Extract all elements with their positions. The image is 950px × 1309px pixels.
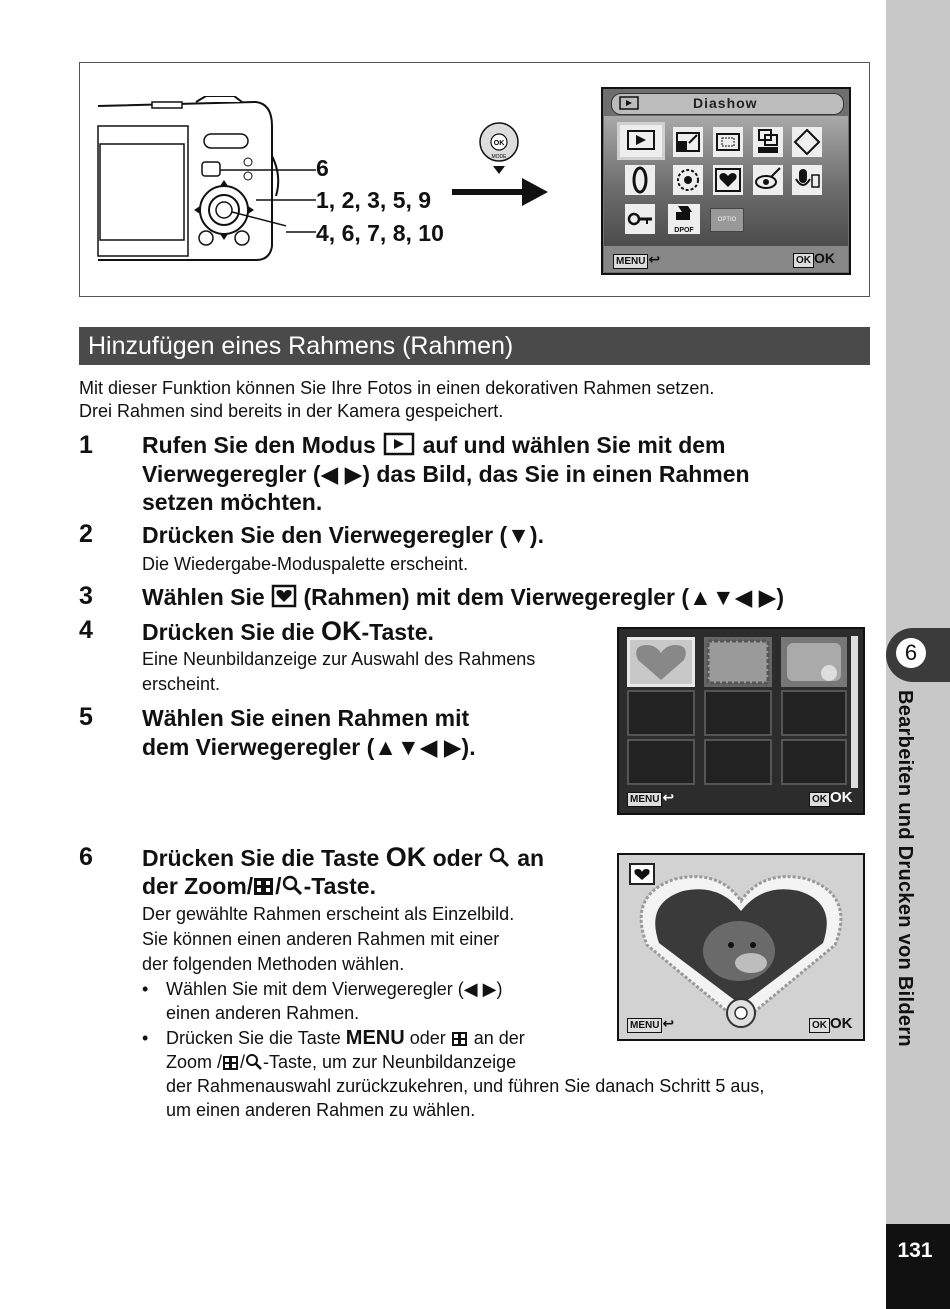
palette-protect-icon [625,204,655,234]
step-1-line-2: Vierwegeregler (◀ ▶) das Bild, das Sie in einen Rahmen [142,461,750,487]
step-6-text-e: / [275,873,282,899]
palette-digital-filter-icon [673,165,703,195]
intro-line-1: Mit dieser Funktion können Sie Ihre Fotos in einen dekorativen Rahmen setzen. [79,378,715,398]
dial-ok-text: OK [493,140,505,147]
step-3-text-a: Wählen Sie [142,584,265,610]
bullet-2-text-b: oder [409,1028,446,1048]
step-4-number: 4 [79,616,93,644]
bullet-2-text-c: an der [473,1028,525,1048]
step-6-body-3: der folgenden Methoden wählen. [142,954,405,974]
ok-button-label: OK [320,616,362,646]
step-6-text-c: an [517,845,545,871]
frame-thumb-empty [627,690,695,736]
ok-chip: OK [793,253,814,268]
palette-title: Diashow [693,95,758,111]
menu-chip: MENU [627,792,662,807]
ok-text: OK [814,250,835,266]
step-4-text-a: Drücken Sie die [142,619,315,645]
step-1-number: 1 [79,431,93,459]
back-arrow-icon: ↩ [662,1015,675,1031]
callout-6: 6 [316,155,329,181]
step-3-text-b: (Rahmen) mit dem Vierwegeregler (▲▼◀ ▶) [303,584,785,610]
palette-resize-icon [673,127,703,157]
step-6-line-1 [142,843,544,873]
step-2-sub: Die Wiedergabe-Moduspalette erscheint. [142,554,469,574]
thumbnail-grid-icon [222,1055,240,1071]
frame-thumb-empty [781,690,847,736]
bullet-2-line-1 [166,1026,525,1051]
back-arrow-icon: ↩ [662,789,675,805]
palette-rotate-icon [792,127,822,157]
ok-chip: OK [809,792,830,807]
palette-dpof-icon [668,204,700,234]
bullet-1-line-2: einen anderen Rahmen. [166,1003,360,1023]
frame-thumb-empty [627,739,695,785]
bullet-1-line-1: Wählen Sie mit dem Vierwegeregler (◀ ▶) [166,979,503,999]
thumbnail-grid-icon [451,1031,469,1047]
palette-slideshow-icon [617,122,665,160]
ok-button-label: OK [385,842,427,872]
step-6-body-1: Der gewählte Rahmen erscheint als Einzelbild. [142,904,515,924]
chapter-title: Bearbeiten und Drucken von Bildern [894,690,916,1047]
step-1-line-3: setzen möchten. [142,489,323,515]
bullet-2-line-4: um einen anderen Rahmen zu wählen. [166,1100,476,1120]
menu-button-label: MENU [345,1027,405,1049]
palette-red-eye-icon [753,165,783,195]
four-way-controller-icon [477,122,521,174]
palette-menu-back [613,251,660,269]
preview-ok [809,1015,853,1033]
palette-ok [793,250,835,268]
step-3-line-1 [142,583,784,612]
frame-thumb-heart [627,637,695,687]
ok-text: OK [830,789,853,806]
step-4-text-b: -Taste. [361,619,434,645]
chapter-number: 6 [896,638,926,668]
palette-voice-memo-icon [792,165,822,195]
step-5-number: 5 [79,703,93,731]
bullet-2-text-a: Drücken Sie die Taste [166,1028,341,1048]
bullet-2-text-f: -Taste, um zur Neunbildanzeige [263,1052,517,1072]
step-2-number: 2 [79,520,93,548]
thumbnail-grid-icon [253,877,275,897]
ok-chip: OK [809,1018,830,1033]
step-1-line-1 [142,431,726,460]
frame-thumb-empty [704,690,772,736]
step-6-number: 6 [79,843,93,871]
palette-copy-icon [753,127,783,157]
callout-steps-a: 1, 2, 3, 5, 9 [316,187,432,213]
camera-back-illustration [96,96,286,264]
dpof-label: DPOF [674,227,694,234]
step-6-text-d: der Zoom/ [142,873,254,899]
step-5-line-1: Wählen Sie einen Rahmen mit [142,705,470,731]
menu-chip: MENU [613,254,648,269]
preview-menu-back [627,1015,674,1033]
bullet-2-line-3: der Rahmenauswahl zurückzukehren, und führen Sie danach Schritt 5 aus, [166,1076,765,1096]
dial-mode-text: MODE [491,154,507,160]
section-title: Hinzufügen eines Rahmens (Rahmen) [88,332,514,360]
frame-thumb-empty [704,739,772,785]
zoom-magnifier-icon [245,1053,263,1071]
arrow-right-icon [452,178,548,206]
callout-leader-lines [286,165,316,245]
step-3-number: 3 [79,582,93,610]
frame-thumb-empty [781,739,847,785]
zoom-magnifier-icon [282,875,304,897]
frame-thumb-floral [704,637,772,687]
step-6-line-2 [142,872,376,901]
step-1-text-a: Rufen Sie den Modus [142,432,376,458]
grid-menu-back [627,789,674,807]
page-number-box [886,1224,950,1309]
step-2-line-1: Drücken Sie den Vierwegeregler (▼). [142,522,544,548]
playback-mode-icon [382,432,416,456]
frame-mode-icon [629,863,655,885]
grid-ok [809,789,853,807]
page-number: 131 [897,1239,933,1262]
step-6-body-2: Sie können einen anderen Rahmen mit einer [142,929,500,949]
bullet-dot: • [142,979,149,999]
palette-color-filter-icon [625,165,655,195]
scrollbar [851,636,858,788]
step-5-line-2: dem Vierwegeregler (▲▼◀ ▶). [142,734,476,760]
intro-line-2: Drei Rahmen sind bereits in der Kamera gespeichert. [79,401,504,421]
step-6-text-a: Drücken Sie die Taste [142,845,380,871]
menu-chip: MENU [627,1018,662,1033]
step-6-text-b: oder [432,845,483,871]
palette-start-screen-icon: OPTIO [710,208,744,232]
palette-crop-icon [713,127,743,157]
step-4-line-1 [142,617,434,647]
callout-steps-b: 4, 6, 7, 8, 10 [316,220,444,246]
bullet-2-text-d: Zoom / [166,1052,223,1072]
framed-dog-photo [619,855,863,1039]
frame-thumb-photo [781,637,847,687]
ok-text: OK [830,1015,853,1032]
bullet-2-line-2 [166,1050,516,1075]
frame-heart-icon [271,584,297,608]
palette-frame-icon [713,165,743,195]
step-6-text-f: -Taste. [303,873,376,899]
playback-mode-icon [619,96,639,110]
step-4-sub-1: Eine Neunbildanzeige zur Auswahl des Rahmens [142,649,536,669]
step-1-text-b: auf und wählen Sie mit dem [422,432,726,458]
bullet-dot: • [142,1028,149,1048]
bullet-2-text-e: / [240,1052,246,1072]
back-arrow-icon: ↩ [648,251,661,267]
step-4-sub-2: erscheint. [142,674,221,694]
zoom-magnifier-icon [489,847,511,869]
